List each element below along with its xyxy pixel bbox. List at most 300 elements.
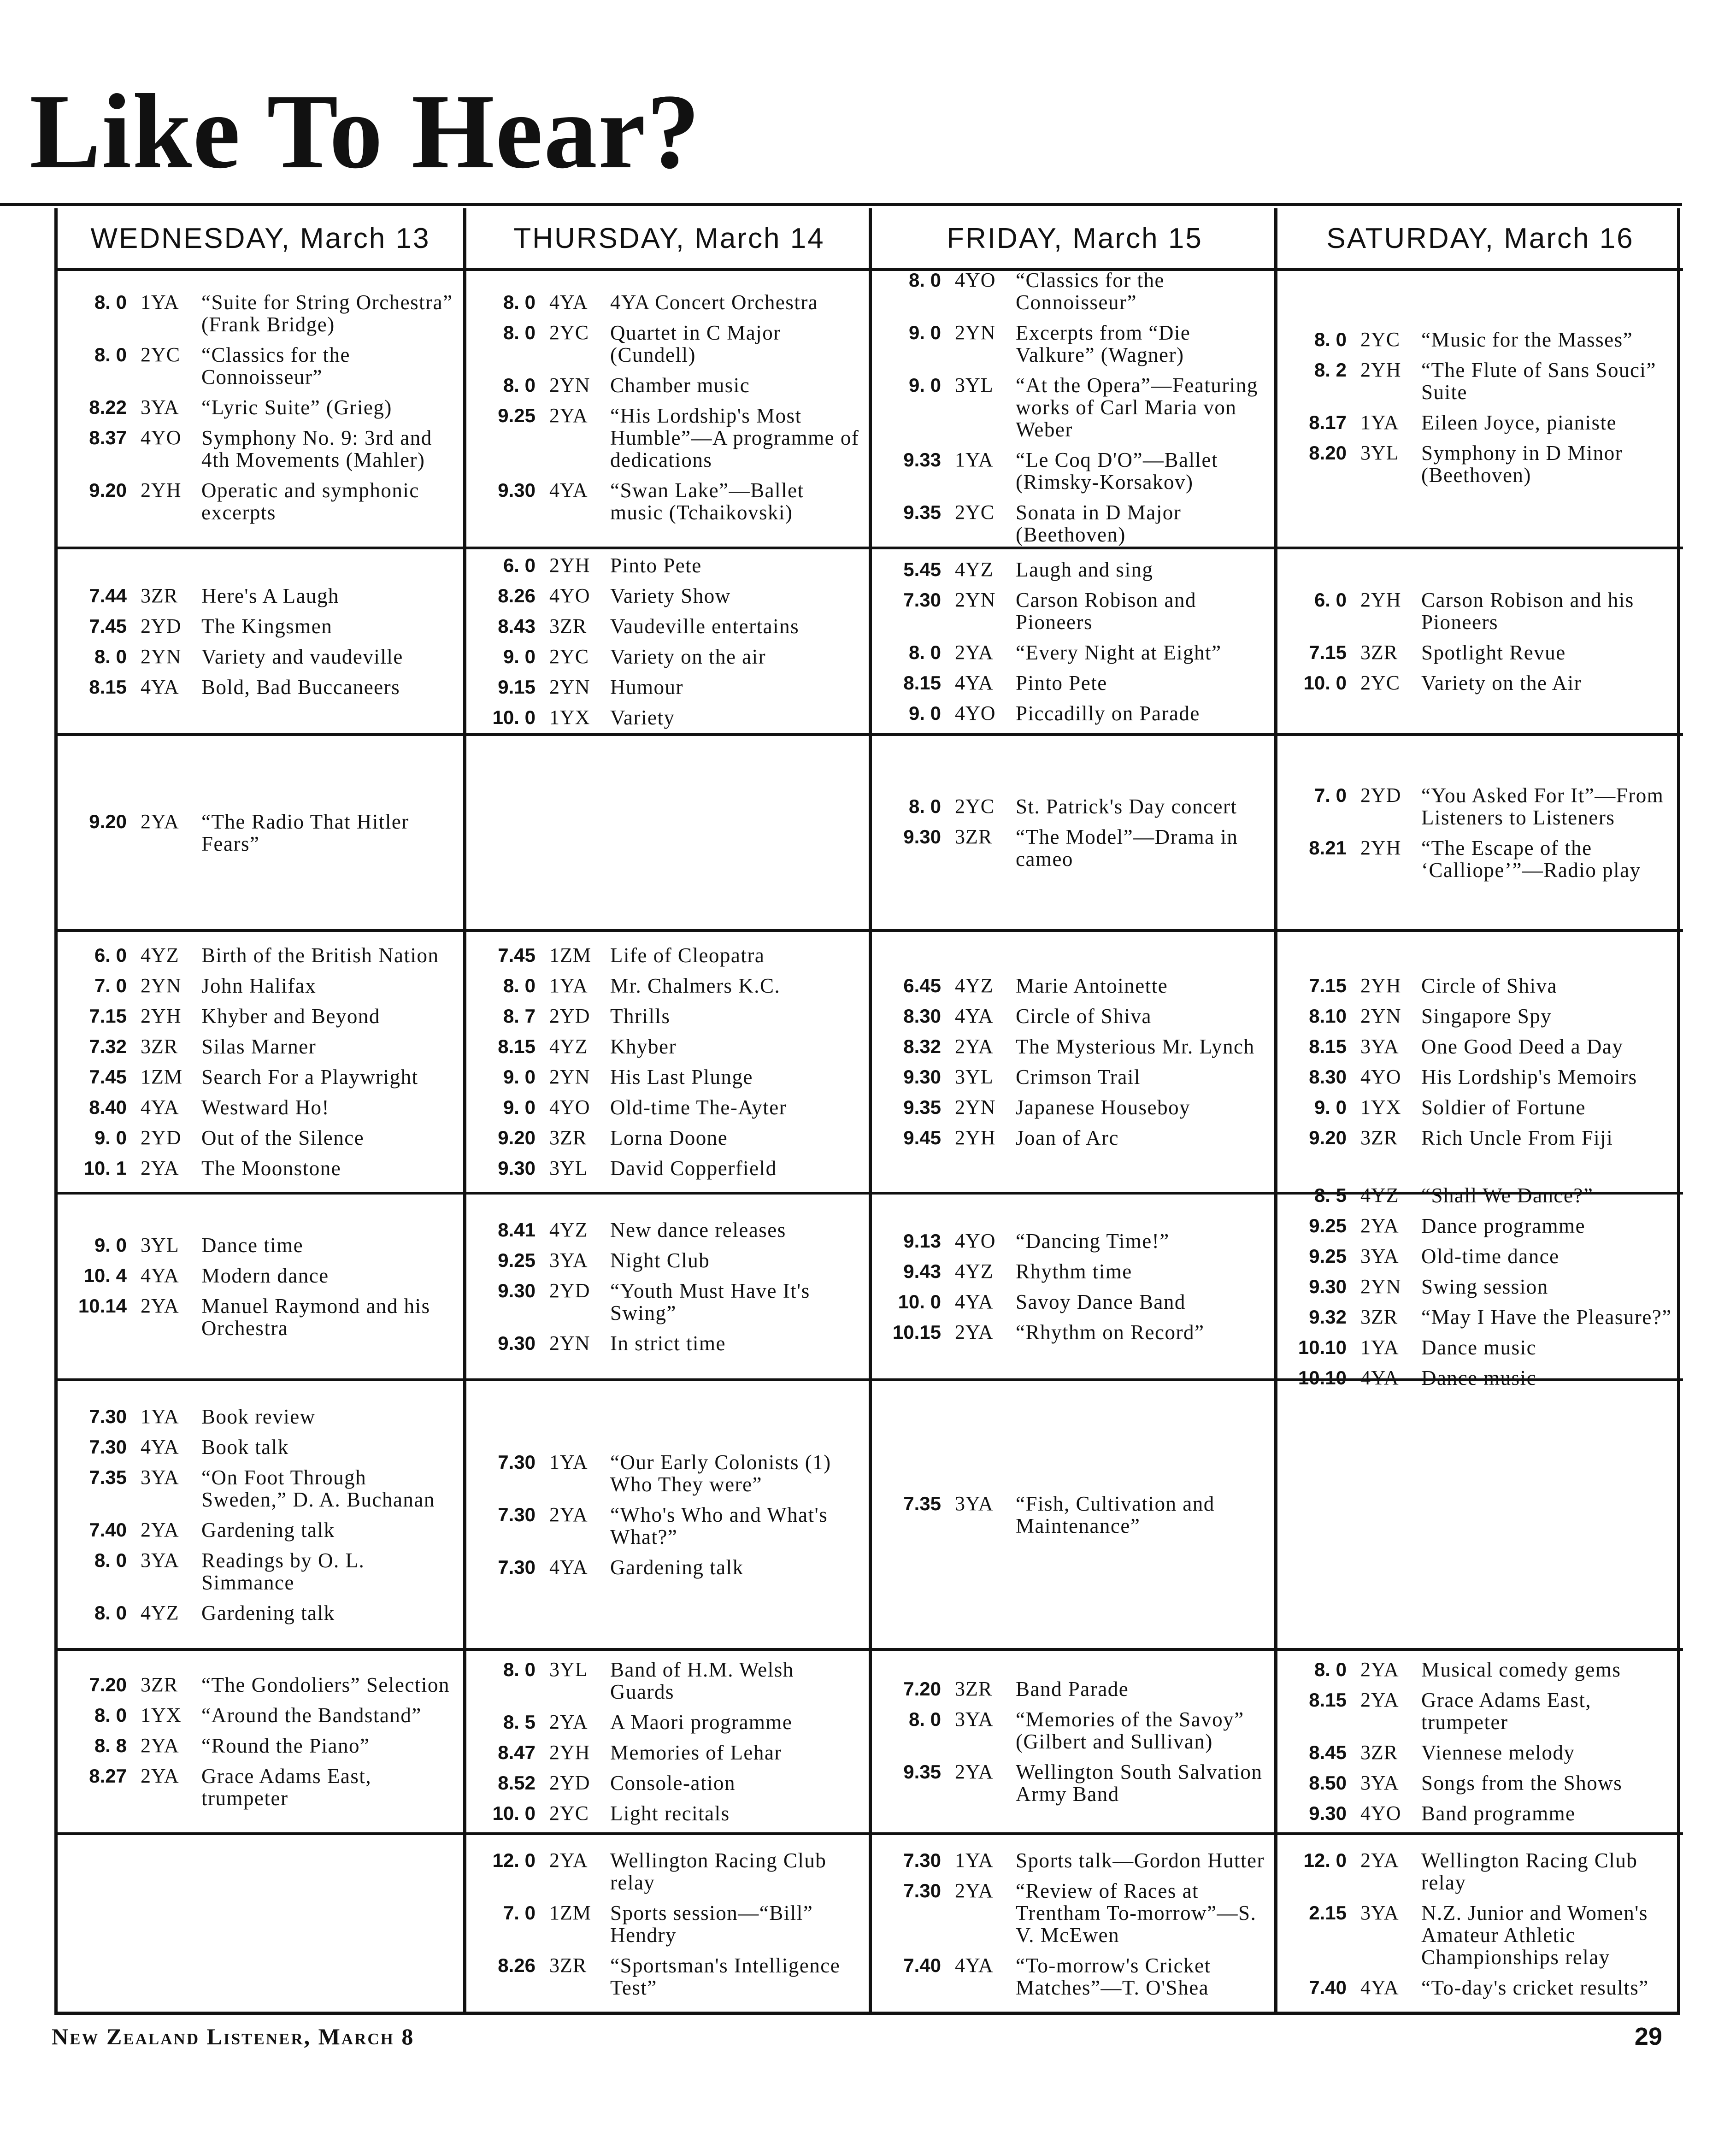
program-time: 9.30: [903, 825, 941, 847]
station-call-sign: 1YA: [1360, 411, 1399, 434]
station-call-sign: 2YA: [549, 1503, 588, 1526]
program-time: 7.30: [498, 1556, 536, 1578]
program-entry: [886, 1066, 1267, 1088]
program-time: 9. 0: [503, 645, 536, 667]
station-call-sign: 3YA: [1360, 1244, 1399, 1267]
station-call-sign: 4YA: [141, 675, 179, 698]
program-entry: [886, 1036, 1267, 1058]
program-title: Silas Marner: [201, 1035, 317, 1058]
station-call-sign: 2YC: [141, 343, 181, 366]
program-time: 8. 0: [503, 322, 536, 343]
program-entry: [1291, 589, 1673, 633]
station-call-sign: 3YA: [1360, 1035, 1399, 1058]
program-entry: [480, 1096, 862, 1118]
program-title: Circle of Shiva: [1016, 1005, 1152, 1028]
station-call-sign: 4YZ: [141, 1601, 179, 1624]
program-title: “Suite for String Orchestra” (Frank Bridge): [201, 291, 453, 336]
station-call-sign: 2YH: [1360, 836, 1401, 859]
program-time: 9. 0: [908, 374, 941, 396]
day-column: [869, 208, 1277, 2012]
program-time: 8.52: [498, 1772, 536, 1794]
program-title: Viennese melody: [1421, 1741, 1575, 1764]
program-entry: [886, 1260, 1267, 1283]
program-time: 8.15: [903, 671, 941, 694]
program-entry: [71, 344, 453, 388]
program-time: 7.44: [89, 584, 127, 606]
program-title: Crimson Trail: [1016, 1065, 1141, 1089]
program-time: 7.40: [1309, 1976, 1347, 1998]
program-entry: [480, 1036, 862, 1058]
station-call-sign: 4YA: [955, 1290, 994, 1313]
program-title: “Music for the Masses”: [1421, 328, 1633, 351]
program-title: “Rhythm on Record”: [1016, 1320, 1205, 1344]
station-call-sign: 4YZ: [549, 1218, 588, 1241]
station-call-sign: 2YD: [141, 614, 182, 637]
program-title: “Around the Bandstand”: [201, 1704, 422, 1727]
station-call-sign: 2YA: [141, 1157, 179, 1179]
day-header: WEDNESDAY, March 13: [58, 208, 463, 271]
program-section: [872, 1835, 1277, 2013]
program-title: “To-day's cricket results”: [1421, 1976, 1649, 1999]
program-title: Thrills: [610, 1005, 671, 1028]
program-title: “May I Have the Pleasure?”: [1421, 1305, 1672, 1329]
program-section: [466, 1651, 872, 1835]
program-entry: [71, 944, 453, 966]
program-title: Variety Show: [610, 584, 731, 607]
station-call-sign: 4YZ: [955, 558, 994, 581]
station-call-sign: 3YL: [955, 1065, 994, 1088]
station-call-sign: 2YD: [549, 1771, 590, 1794]
program-entry: [480, 1005, 862, 1027]
program-title: Vaudeville entertains: [610, 614, 800, 638]
station-call-sign: 4YA: [1360, 1366, 1399, 1389]
program-entry: [480, 291, 862, 313]
station-call-sign: 3YL: [141, 1233, 179, 1256]
program-title: Band Parade: [1016, 1677, 1129, 1701]
program-title: “Swan Lake”—Ballet music (Tchaikovski): [610, 479, 804, 524]
program-section: [872, 1381, 1277, 1651]
program-time: 7.30: [903, 1879, 941, 1901]
program-entry: [71, 1406, 453, 1428]
program-entry: [1291, 359, 1673, 403]
program-time: 8. 0: [94, 291, 127, 313]
program-title: Gardening talk: [201, 1601, 335, 1624]
program-title: “Round the Piano”: [201, 1734, 370, 1757]
program-title: Birth of the British Nation: [201, 944, 439, 967]
program-title: Symphony in D Minor (Beethoven): [1421, 441, 1623, 487]
program-entry: [1291, 1005, 1673, 1027]
program-time: 8.26: [498, 584, 536, 606]
program-title: Lorna Doone: [610, 1126, 728, 1149]
station-call-sign: 3YA: [1360, 1771, 1399, 1794]
station-call-sign: 1YA: [549, 974, 588, 997]
program-entry: [480, 1066, 862, 1088]
program-title: Laugh and sing: [1016, 558, 1153, 581]
program-entry: [480, 1954, 862, 1999]
station-call-sign: 4YA: [141, 1435, 179, 1458]
program-time: 10. 0: [898, 1290, 941, 1312]
station-call-sign: 3YA: [141, 396, 179, 418]
program-title: Savoy Dance Band: [1016, 1290, 1186, 1313]
day-header: FRIDAY, March 15: [872, 208, 1277, 271]
program-section: [1277, 268, 1683, 549]
program-title: Sports talk—Gordon Hutter: [1016, 1848, 1265, 1872]
program-title: One Good Deed a Day: [1421, 1035, 1624, 1058]
program-title: “The Escape of the ‘Calliope’”—Radio play: [1421, 836, 1641, 882]
program-title: Console-ation: [610, 1771, 736, 1795]
program-time: 8. 0: [94, 1704, 127, 1726]
program-entry: [71, 1127, 453, 1149]
station-call-sign: 2YA: [549, 404, 588, 427]
station-call-sign: 2YN: [141, 645, 182, 668]
program-title: Variety and vaudeville: [201, 645, 403, 668]
program-entry: [1291, 442, 1673, 486]
program-entry: [71, 676, 453, 698]
program-time: 9.15: [498, 676, 536, 698]
program-section: [872, 932, 1277, 1195]
program-title: Wellington South Salvation Army Band: [1016, 1760, 1263, 1806]
program-time: 9.33: [903, 449, 941, 471]
program-entry: [480, 1504, 862, 1548]
program-entry: [1291, 784, 1673, 829]
station-call-sign: 3YA: [1360, 1901, 1399, 1924]
station-call-sign: 2YN: [549, 1331, 590, 1354]
program-entry: [480, 646, 862, 668]
program-time: 7.15: [1309, 975, 1347, 996]
station-call-sign: 2YA: [955, 1760, 994, 1783]
program-time: 9. 0: [1314, 1096, 1347, 1118]
program-section: [872, 1651, 1277, 1835]
program-entry: [480, 1157, 862, 1179]
program-entry: [480, 1849, 862, 1894]
program-title: Musical comedy gems: [1421, 1658, 1621, 1681]
program-time: 8.21: [1309, 836, 1347, 859]
program-time: 8. 0: [94, 344, 127, 365]
program-entry: [886, 559, 1267, 581]
program-time: 9. 0: [94, 1234, 127, 1256]
page-number: 29: [1634, 2023, 1662, 2050]
station-call-sign: 4YZ: [549, 1035, 588, 1058]
program-entry: [1291, 975, 1673, 997]
program-time: 9.25: [498, 405, 536, 426]
program-entry: [71, 1704, 453, 1726]
program-title: Pinto Pete: [610, 553, 702, 577]
program-title: Sonata in D Major (Beethoven): [1016, 501, 1182, 546]
program-entry: [886, 449, 1267, 493]
program-time: 7. 0: [94, 975, 127, 996]
station-call-sign: 2YA: [955, 641, 994, 664]
station-call-sign: 2YD: [1360, 783, 1401, 806]
program-title: Readings by O. L. Simmance: [201, 1548, 365, 1594]
program-title: Chamber music: [610, 374, 750, 397]
program-title: “Review of Races at Trentham To-morrow”—S. V. McEwen: [1016, 1879, 1257, 1947]
program-time: 9.35: [903, 1761, 941, 1783]
program-section: [466, 1835, 872, 2013]
program-time: 8.20: [1309, 442, 1347, 464]
program-entry: [480, 1711, 862, 1733]
program-entry: [1291, 1977, 1673, 1999]
station-call-sign: 2YN: [955, 1096, 996, 1118]
station-call-sign: 1YX: [141, 1704, 182, 1726]
program-title: Wellington Racing Club relay: [1421, 1848, 1638, 1894]
program-title: In strict time: [610, 1331, 726, 1355]
station-call-sign: 2YC: [549, 321, 589, 344]
program-entry: [1291, 1659, 1673, 1681]
program-title: Band programme: [1421, 1802, 1576, 1825]
station-call-sign: 1YA: [955, 1848, 994, 1872]
program-time: 10.10: [1298, 1366, 1347, 1389]
program-title: Circle of Shiva: [1421, 974, 1557, 997]
program-time: 9. 0: [503, 1096, 536, 1118]
program-time: 9.30: [1309, 1275, 1347, 1297]
program-time: 8. 8: [94, 1735, 127, 1756]
station-call-sign: 2YN: [1360, 1005, 1401, 1027]
program-title: Westward Ho!: [201, 1096, 330, 1119]
program-section: [466, 1195, 872, 1381]
program-title: Rhythm time: [1016, 1259, 1132, 1283]
program-time: 9.30: [903, 1066, 941, 1088]
station-call-sign: 3ZR: [141, 584, 178, 607]
program-title: Gardening talk: [610, 1555, 744, 1579]
program-title: Khyber: [610, 1035, 677, 1058]
station-call-sign: 2YA: [141, 1518, 179, 1541]
program-title: Spotlight Revue: [1421, 641, 1566, 664]
station-call-sign: 2YA: [955, 1035, 994, 1058]
program-section: [872, 549, 1277, 736]
program-title: “The Model”—Drama in cameo: [1016, 825, 1238, 871]
program-entry: [480, 676, 862, 698]
station-call-sign: 4YA: [955, 671, 994, 694]
program-time: 5.45: [903, 558, 941, 580]
station-call-sign: 2YC: [955, 501, 995, 524]
program-section: [58, 549, 463, 736]
header-rule: [0, 203, 1682, 206]
program-section: [58, 268, 463, 549]
station-call-sign: 2YD: [141, 1126, 182, 1149]
program-entry: [1291, 1245, 1673, 1267]
program-entry: [71, 1295, 453, 1339]
program-section: [466, 932, 872, 1195]
program-entry: [71, 1005, 453, 1027]
program-time: 7.40: [89, 1518, 127, 1541]
program-time: 7.35: [903, 1492, 941, 1514]
station-call-sign: 3ZR: [1360, 1305, 1398, 1328]
program-title: Light recitals: [610, 1802, 730, 1825]
program-time: 7.15: [89, 1005, 127, 1027]
program-time: 2.15: [1309, 1901, 1347, 1924]
program-entry: [71, 811, 453, 855]
program-title: “Lyric Suite” (Grieg): [201, 396, 392, 419]
station-call-sign: 4YZ: [141, 944, 179, 966]
program-time: 10. 0: [492, 1802, 536, 1824]
program-time: 9. 0: [94, 1127, 127, 1148]
station-call-sign: 2YA: [141, 1734, 179, 1757]
day-column: [463, 208, 872, 2012]
program-time: 8. 0: [908, 795, 941, 817]
program-entry: [886, 641, 1267, 664]
program-time: 8.32: [903, 1036, 941, 1057]
program-title: Variety on the air: [610, 645, 766, 668]
program-title: Modern dance: [201, 1264, 329, 1287]
program-title: Piccadilly on Parade: [1016, 701, 1200, 725]
program-entry: [480, 585, 862, 607]
day-column: [58, 208, 463, 2012]
program-title: New dance releases: [610, 1218, 786, 1242]
day-column: [1274, 208, 1683, 2012]
program-entry: [71, 396, 453, 418]
station-call-sign: 4YA: [141, 1096, 179, 1118]
program-entry: [480, 944, 862, 966]
program-entry: [886, 322, 1267, 366]
program-time: 7.45: [89, 615, 127, 637]
program-entry: [71, 1519, 453, 1541]
program-time: 9.45: [903, 1127, 941, 1148]
program-entry: [480, 479, 862, 524]
program-title: Songs from the Shows: [1421, 1771, 1623, 1795]
program-time: 10.14: [78, 1295, 127, 1317]
station-call-sign: 4YZ: [955, 974, 994, 997]
program-title: His Lordship's Memoirs: [1421, 1065, 1637, 1089]
program-entry: [886, 1493, 1267, 1537]
program-entry: [886, 501, 1267, 546]
station-call-sign: 2YA: [141, 1765, 179, 1787]
program-time: 8.37: [89, 427, 127, 448]
program-time: 8.15: [89, 676, 127, 698]
program-entry: [71, 1602, 453, 1624]
station-call-sign: 2YC: [549, 645, 589, 668]
program-section: [1277, 736, 1683, 932]
program-entry: [71, 1735, 453, 1757]
program-time: 7.15: [1309, 641, 1347, 663]
program-title: “His Lordship's Most Humble”—A programme of dedications: [610, 404, 859, 471]
program-time: 8.15: [1309, 1689, 1347, 1711]
program-title: “Shall We Dance?”: [1421, 1183, 1594, 1207]
station-call-sign: 3ZR: [141, 1673, 178, 1696]
program-entry: [480, 1219, 862, 1241]
program-time: 9.25: [1309, 1245, 1347, 1267]
station-call-sign: 3YL: [1360, 441, 1399, 464]
program-entry: [71, 1466, 453, 1511]
program-entry: [1291, 672, 1673, 694]
program-entry: [1291, 1096, 1673, 1118]
program-entry: [480, 374, 862, 396]
program-entry: [480, 1802, 862, 1824]
program-time: 12. 0: [1303, 1849, 1347, 1871]
program-entry: [1291, 1184, 1673, 1206]
program-entry: [71, 427, 453, 471]
program-entry: [886, 1849, 1267, 1872]
program-title: Gardening talk: [201, 1518, 335, 1542]
program-time: 8.26: [498, 1954, 536, 1976]
program-entry: [71, 291, 453, 335]
program-entry: [71, 1549, 453, 1594]
program-entry: [71, 479, 453, 524]
station-call-sign: 2YN: [549, 1065, 590, 1088]
station-call-sign: 3ZR: [141, 1035, 178, 1058]
program-entry: [886, 1708, 1267, 1753]
program-title: Carson Robison and Pioneers: [1016, 588, 1196, 634]
program-title: Bold, Bad Buccaneers: [201, 675, 400, 699]
station-call-sign: 1YX: [549, 706, 590, 729]
station-call-sign: 4YO: [141, 426, 182, 449]
station-call-sign: 2YA: [1360, 1658, 1399, 1681]
program-entry: [480, 554, 862, 577]
program-title: Carson Robison and his Pioneers: [1421, 588, 1634, 634]
station-call-sign: 2YN: [549, 675, 590, 698]
program-title: Book talk: [201, 1435, 289, 1459]
program-entry: [1291, 412, 1673, 434]
program-title: Rich Uncle From Fiji: [1421, 1126, 1613, 1149]
station-call-sign: 2YA: [1360, 1214, 1399, 1237]
program-entry: [886, 1761, 1267, 1805]
day-header: SATURDAY, March 16: [1277, 208, 1683, 271]
program-entry: [71, 1765, 453, 1809]
program-entry: [886, 1291, 1267, 1313]
program-title: Manuel Raymond and his Orchestra: [201, 1294, 430, 1340]
program-title: Japanese Houseboy: [1016, 1096, 1191, 1119]
program-time: 8. 0: [908, 641, 941, 663]
program-title: “The Radio That Hitler Fears”: [201, 810, 409, 855]
program-time: 8. 2: [1314, 359, 1347, 381]
program-title: Joan of Arc: [1016, 1126, 1119, 1149]
program-entry: [1291, 641, 1673, 664]
program-entry: [886, 702, 1267, 724]
program-title: Khyber and Beyond: [201, 1005, 380, 1028]
program-time: 8.27: [89, 1765, 127, 1787]
program-title: Dance music: [1421, 1336, 1537, 1359]
station-call-sign: 4YA: [141, 1264, 179, 1287]
program-entry: [1291, 1036, 1673, 1058]
station-call-sign: 4YZ: [1360, 1183, 1399, 1206]
program-title: Pinto Pete: [1016, 671, 1107, 694]
program-entry: [886, 589, 1267, 633]
station-call-sign: 3ZR: [1360, 641, 1398, 664]
station-call-sign: 2YA: [549, 1848, 588, 1872]
program-section: [58, 1651, 463, 1835]
program-title: Marie Antoinette: [1016, 974, 1168, 997]
program-time: 9.30: [498, 1332, 536, 1354]
program-entry: [71, 1066, 453, 1088]
program-title: Band of H.M. Welsh Guards: [610, 1658, 794, 1703]
program-time: 8. 0: [908, 1708, 941, 1730]
station-call-sign: 2YH: [549, 1741, 590, 1764]
program-entry: [71, 1036, 453, 1058]
station-call-sign: 2YH: [1360, 588, 1401, 611]
program-time: 8. 0: [503, 374, 536, 396]
program-title: Old-time dance: [1421, 1244, 1559, 1268]
program-time: 7.32: [89, 1036, 127, 1057]
program-section: [58, 932, 463, 1195]
program-section: [1277, 1381, 1683, 1651]
program-time: 7.20: [903, 1678, 941, 1700]
program-entry: [886, 1954, 1267, 1999]
program-title: Variety: [610, 706, 675, 729]
program-entry: [886, 1005, 1267, 1027]
station-call-sign: 2YN: [549, 374, 590, 396]
station-call-sign: 1YA: [141, 291, 179, 313]
station-call-sign: 2YC: [549, 1802, 589, 1824]
program-time: 12. 0: [492, 1849, 536, 1871]
station-call-sign: 3YA: [141, 1465, 179, 1489]
program-entry: [480, 1280, 862, 1324]
program-section: [58, 1195, 463, 1381]
program-section: [1277, 1651, 1683, 1835]
station-call-sign: 2YA: [955, 1320, 994, 1343]
program-time: 8.41: [498, 1218, 536, 1241]
program-time: 7.30: [89, 1405, 127, 1427]
program-section: [1277, 549, 1683, 736]
program-section: [1277, 1183, 1683, 1389]
